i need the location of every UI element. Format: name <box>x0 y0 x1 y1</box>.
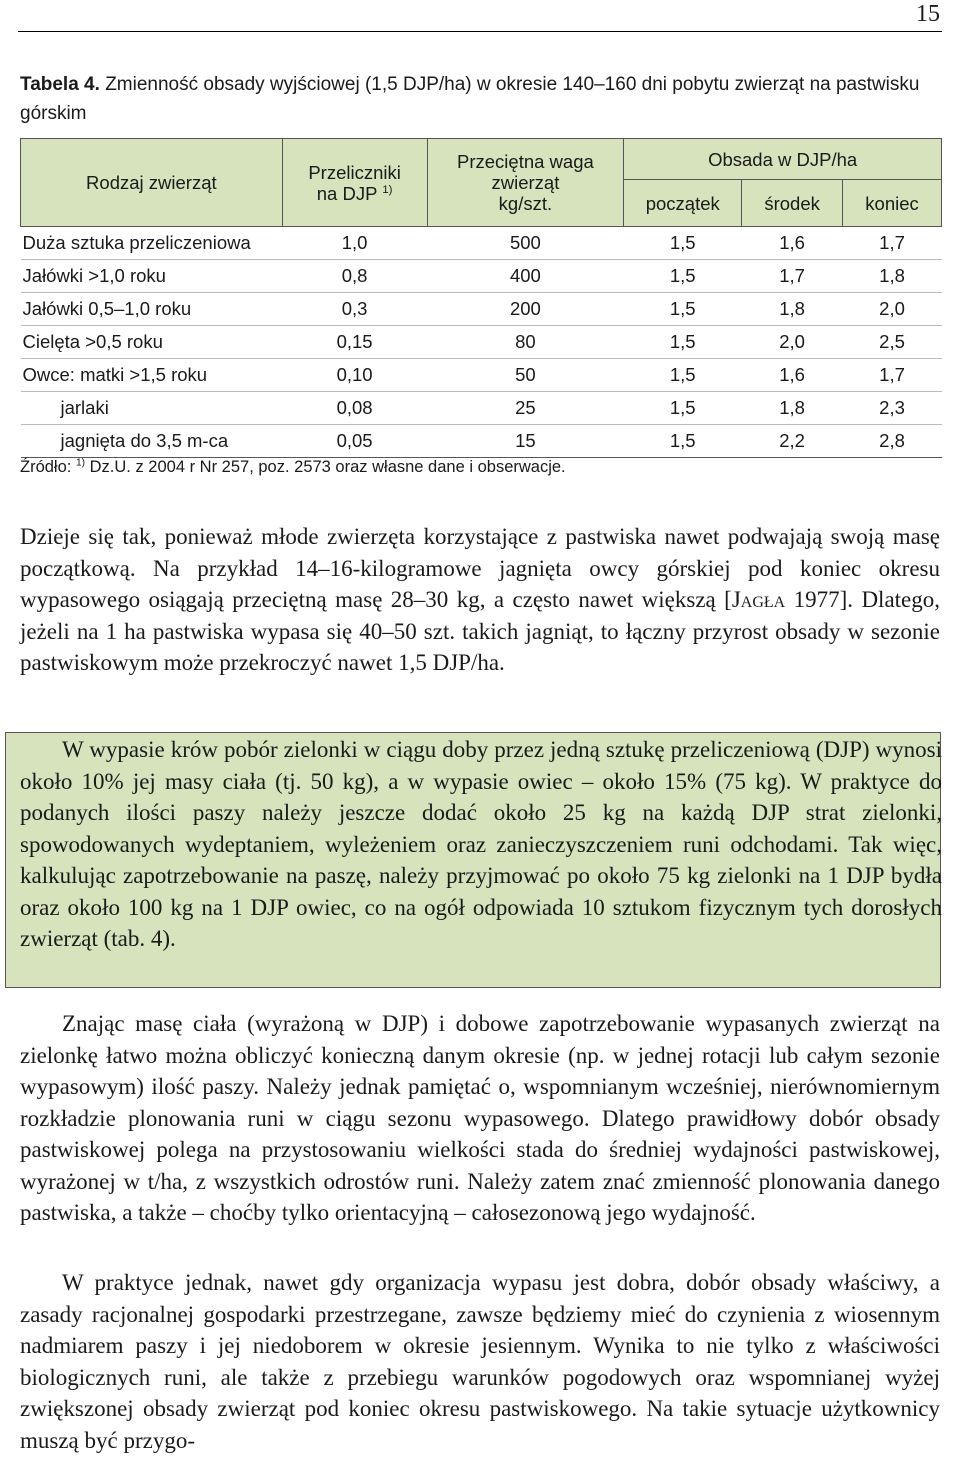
cell-end: 2,5 <box>843 326 942 359</box>
table-row <box>21 359 942 392</box>
cell-factor: 0,15 <box>282 326 427 359</box>
cell-end: 2,8 <box>843 425 942 458</box>
paragraph-4: W praktyce jednak, nawet gdy organizacja wypasu jest dobra, dobór obsady właściwy, a zasady racjonalnej gospodarki przestrzegane, zawsze będziemy mieć do czynienia z wiosennym nadmiarem paszy i jej niedoborem w okresie jesiennym. Wynika to nie tylko z właściwości biologicznych runi, ale także z przebiegu warunków pogodowych oraz wspomnianej wyżej zwiększonej obsady zwierząt pod koniec okresu pastwiskowego. Na takie sytuacje użytkownicy muszą być przygo- <box>20 1270 940 1453</box>
cell-animal: jarlaki <box>21 392 283 425</box>
table-title: Zmienność obsady wyjściowej (1,5 DJP/ha) w okresie 140–160 dni pobytu zwierząt na pastwisku górskim <box>20 74 920 124</box>
paragraph-1 <box>20 521 940 679</box>
cell-start: 1,5 <box>624 260 742 293</box>
table-row <box>21 425 942 458</box>
table-label: Tabela 4. <box>20 74 100 95</box>
cell-start: 1,5 <box>624 359 742 392</box>
source-text: Dz.U. z 2004 r Nr 257, poz. 2573 oraz własne dane i obserwacje. <box>89 458 566 476</box>
header-middle: środek <box>742 180 843 227</box>
table-row <box>21 260 942 293</box>
cell-animal: Jałówki >1,0 roku <box>21 260 283 293</box>
cell-weight: 80 <box>427 326 624 359</box>
cell-weight: 15 <box>427 425 624 458</box>
cell-animal: Jałówki 0,5–1,0 roku <box>21 293 283 326</box>
header-rule <box>18 31 942 32</box>
header-end: koniec <box>843 180 942 227</box>
header-stocking: Obsada w DJP/ha <box>624 139 942 180</box>
cell-middle: 1,6 <box>742 227 843 260</box>
header-conversion-line2: na DJP <box>316 182 378 204</box>
cell-weight: 200 <box>427 293 624 326</box>
cell-middle: 1,7 <box>742 260 843 293</box>
cell-weight: 400 <box>427 260 624 293</box>
header-avg-weight <box>427 139 624 227</box>
source-footnote-mark: 1) <box>75 457 86 469</box>
header-animal-type: Rodzaj zwierząt <box>21 139 283 227</box>
cell-start: 1,5 <box>624 293 742 326</box>
cell-end: 1,7 <box>843 227 942 260</box>
citation-author: Jagła <box>731 587 786 612</box>
cell-end: 2,3 <box>843 392 942 425</box>
header-conversion-line1: Przeliczniki <box>308 161 401 183</box>
header-conversion <box>282 139 427 227</box>
table-row <box>21 293 942 326</box>
stocking-table <box>20 138 942 458</box>
header-weight-line2: zwierząt <box>491 172 560 193</box>
header-weight-line1: Przeciętna waga <box>457 151 594 172</box>
header-start: początek <box>624 180 742 227</box>
cell-factor: 0,05 <box>282 425 427 458</box>
cell-end: 2,0 <box>843 293 942 326</box>
cell-weight: 25 <box>427 392 624 425</box>
cell-weight: 500 <box>427 227 624 260</box>
cell-animal: jagnięta do 3,5 m-ca <box>21 425 283 458</box>
paragraph-1-part-a: Dzieje się tak, ponieważ młode zwierzęta korzystające z pastwiska nawet podwajają swoją masę początkową. Na przykład 14–16-kilogramowe jagnięta owcy górskiej pod koniec okresu wypasowego osiągają przeciętną masę 28–30 kg, a często nawet większą [ <box>20 524 940 612</box>
cell-animal: Duża sztuka przeliczeniowa <box>21 227 283 260</box>
cell-animal: Owce: matki >1,5 roku <box>21 359 283 392</box>
page-number: 15 <box>916 1 940 27</box>
cell-middle: 2,0 <box>742 326 843 359</box>
table-row <box>21 392 942 425</box>
cell-factor: 1,0 <box>282 227 427 260</box>
cell-end: 1,8 <box>843 260 942 293</box>
cell-factor: 0,10 <box>282 359 427 392</box>
cell-factor: 0,08 <box>282 392 427 425</box>
cell-start: 1,5 <box>624 425 742 458</box>
cell-end: 1,7 <box>843 359 942 392</box>
source-label: Źródło: <box>20 458 72 476</box>
cell-start: 1,5 <box>624 227 742 260</box>
cell-middle: 1,8 <box>742 392 843 425</box>
table-source-note <box>20 455 566 479</box>
header-footnote-mark: 1) <box>382 183 393 196</box>
table-row <box>21 326 942 359</box>
paragraph-1-part-b: 1977]. Dlatego, jeżeli na 1 ha pastwiska wypasa się 40–50 szt. takich jagniąt, to łączny przyrost obsady w sezonie pastwiskowym może przekroczyć nawet 1,5 DJP/ha. <box>20 587 940 675</box>
cell-middle: 1,8 <box>742 293 843 326</box>
table-caption <box>20 70 940 128</box>
cell-weight: 50 <box>427 359 624 392</box>
cell-factor: 0,8 <box>282 260 427 293</box>
cell-middle: 2,2 <box>742 425 843 458</box>
cell-animal: Cielęta >0,5 roku <box>21 326 283 359</box>
cell-start: 1,5 <box>624 326 742 359</box>
cell-middle: 1,6 <box>742 359 843 392</box>
header-weight-line3: kg/szt. <box>498 193 553 214</box>
cell-start: 1,5 <box>624 392 742 425</box>
table-row <box>21 227 942 260</box>
cell-factor: 0,3 <box>282 293 427 326</box>
highlighted-paragraph: W wypasie krów pobór zielonki w ciągu doby przez jedną sztukę przeliczeniową (DJP) wynosi około 10% jej masy ciała (tj. 50 kg), a w wypasie owiec – około 15% (75 kg). W praktyce do podanych ilości paszy należy jeszcze dodać około 25 kg na każdą DJP strat zielonki, spowodowanych wydeptaniem, wyleżeniem oraz zanieczyszczeniem runi odchodami. Tak więc, kalkulując zapotrzebowanie na paszę, należy przyjmować po około 75 kg zielonki na 1 DJP bydła oraz około 100 kg na 1 DJP owiec, co na ogół odpowiada 10 sztukom fizycznym tych dorosłych zwierząt (tab. 4). <box>20 737 942 951</box>
paragraph-3: Znając masę ciała (wyrażoną w DJP) i dobowe zapotrzebowanie wypasanych zwierząt na zielonkę łatwo można obliczyć konieczną danym okresie (np. w jednej rotacji lub całym sezonie wypasowym) ilość paszy. Należy jednak pamiętać o, wspomnianym wcześniej, nierównomiernym rozkładzie plonowania runi w ciągu sezonu wypasowego. Dlatego prawidłowy dobór obsady pastwiskowej polega na przystosowaniu wielkości stada do średniej wydajności pastwiskowej, wyrażonej w t/ha, z wszystkich odrostów runi. Należy zatem znać zmienność plonowania danego pastwiska, a także – choćby tylko orientacyjną – całosezonową jego wydajność. <box>20 1011 940 1225</box>
